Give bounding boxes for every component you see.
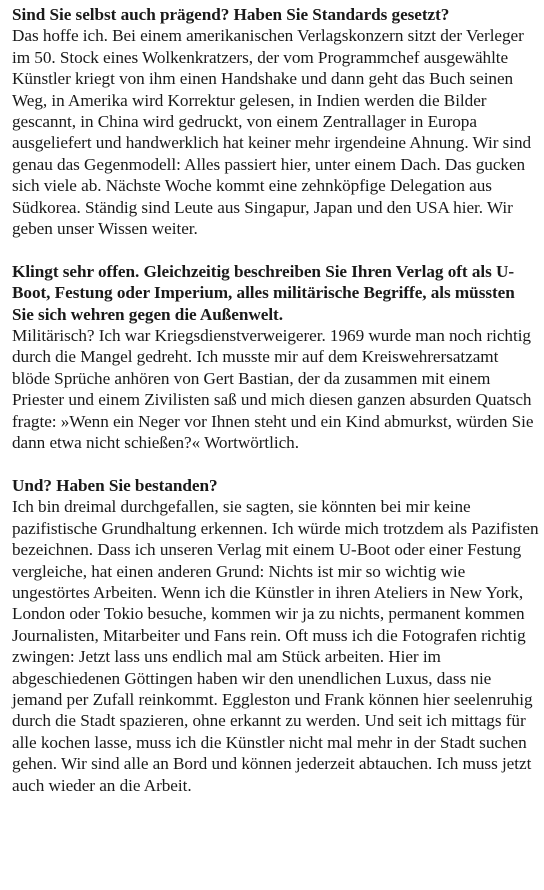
answer-text: Militärisch? Ich war Kriegsdienstverweigerer. 1969 wurde man noch richtig durch die Mangel gedreht. Ich musste mir auf dem Kreiswehrersatzamt blöde Sprüche anhören von Gert Bastian, der da zusammen mit einem Priester und einem Zivilisten saß und mich diesen ganzen absurden Quatsch fragte: »Wenn ein Neger vor Ihnen steht und ein Kind abmurkst, würden Sie dann etwa nicht schießen?« Wortwörtlich. [12, 326, 534, 453]
answer-text: Das hoffe ich. Bei einem amerikanischen Verlagskonzern sitzt der Verleger im 50. Stock eines Wolkenkratzers, der vom Programmchef ausgewählte Künstler kriegt von ihm einen Handshake und dann geht das Buch seinen Weg, in Amerika wird Korrektur gelesen, in Indien werden die Bilder gescannt, in China wird gedruckt, von einem Zentrallager in Europa ausgeliefert und handwerklich hat keiner mehr irgendeine Ahnung. Wir sind genau das Gegenmodell: Alles passiert hier, unter einem Dach. Das gucken sich viele ab. Nächste Woche kommt eine zehnköpfige Delegation aus Südkorea. Ständig sind Leute aus Singapur, Japan und den USA hier. Wir geben unser Wissen weiter. [12, 26, 532, 239]
question-text: Sind Sie selbst auch prägend? Haben Sie Standards gesetzt? [12, 5, 450, 24]
question-text: Klingt sehr offen. Gleichzeitig beschreiben Sie Ihren Verlag oft als U-Boot, Festung oder Imperium, alles militärische Begriffe, als müssten Sie sich wehren gegen die Außenwelt. [12, 261, 515, 324]
interview-page [12, 4, 540, 817]
qa-block-1 [12, 4, 540, 239]
question-text: Und? Haben Sie bestanden? [12, 475, 218, 495]
qa-block-2 [12, 261, 540, 454]
answer-text: Ich bin dreimal durchgefallen, sie sagten, sie könnten bei mir keine pazifistische Grundhaltung erkennen. Ich würde mich trotzdem als Pazifisten bezeichnen. Dass ich unseren Verlag mit einem U-Boot oder einer Festung vergleiche, hat einen anderen Grund: Nichts ist mir so wichtig wie ungestörtes Arbeiten. Wenn ich die Künstler in ihren Ateliers in New York, London oder Tokio besuche, kommen wir ja zu nichts, permanent kommen Journalisten, Mitarbeiter und Fans rein. Oft muss ich die Fotografen richtig zwingen: Jetzt lass uns endlich mal am Stück arbeiten. Hier im abgeschiedenen Göttingen haben wir den unendlichen Luxus, dass nie jemand per Zufall reinkommt. Eggleston und Frank können hier seelenruhig durch die Stadt spazieren, ohne erkannt zu werden. Und seit ich mittags für alle kochen lasse, muss ich die Künstler nicht mal mehr in der Stadt suchen gehen. Wir sind alle an Bord und können jederzeit abtauchen. Ich muss jetzt auch wieder an die Arbeit. [12, 497, 539, 795]
qa-block-3 [12, 475, 540, 796]
